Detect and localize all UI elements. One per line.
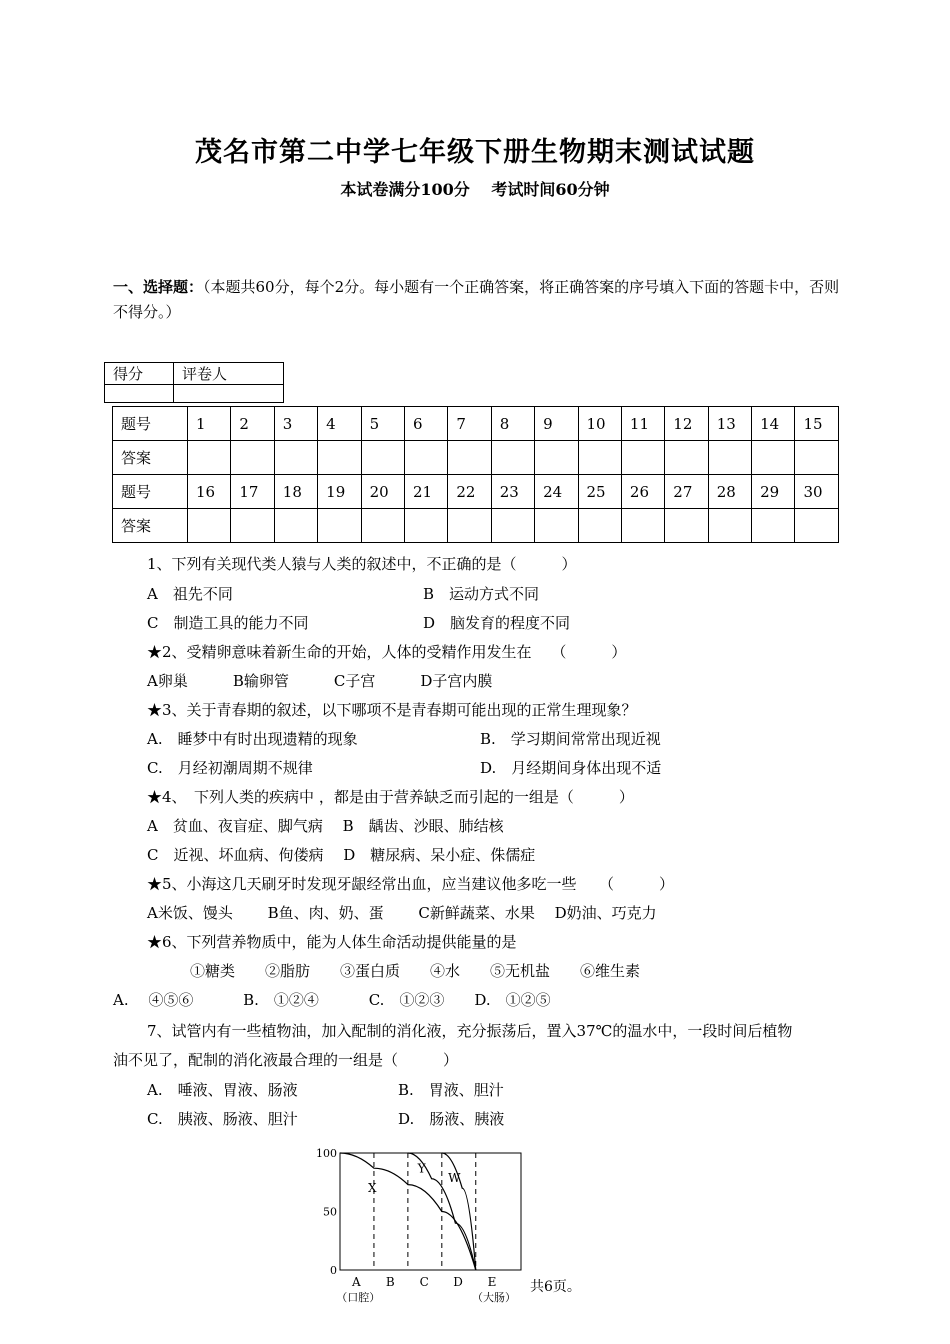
answer-label: 答案: [113, 509, 188, 543]
answer-cell[interactable]: [491, 441, 534, 475]
answer-row-2: [113, 509, 839, 543]
grader-cell[interactable]: [174, 385, 284, 403]
x-category-label: C: [419, 1275, 429, 1289]
score-box: [104, 362, 284, 403]
plot-frame: [340, 1153, 521, 1270]
q1-option-c: C 制造工具的能力不同: [147, 614, 309, 632]
answer-cell[interactable]: [621, 441, 664, 475]
qnum-cell: 30: [795, 475, 839, 509]
qnum-cell: 7: [448, 407, 491, 441]
answer-cell[interactable]: [231, 509, 274, 543]
qnum-cell: 20: [361, 475, 404, 509]
q5-options: A米饭、馒头 B鱼、肉、奶、蛋 C新鲜蔬菜、水果 D奶油、巧克力: [147, 904, 657, 922]
qnum-cell: 6: [404, 407, 447, 441]
q1-option-a: A 祖先不同: [147, 585, 233, 603]
answer-cell[interactable]: [361, 509, 404, 543]
answer-cell[interactable]: [318, 509, 361, 543]
qnum-cell: 24: [535, 475, 578, 509]
answer-cell[interactable]: [404, 441, 447, 475]
answer-cell[interactable]: [795, 509, 839, 543]
answer-cell[interactable]: [752, 509, 795, 543]
qnum-cell: 23: [491, 475, 534, 509]
y-tick-label: 100: [316, 1147, 337, 1160]
qnum-cell: 3: [274, 407, 317, 441]
x-category-label: A: [351, 1275, 361, 1289]
answer-cell[interactable]: [752, 441, 795, 475]
score-cell[interactable]: [105, 385, 174, 403]
answer-cell[interactable]: [491, 509, 534, 543]
answer-cell[interactable]: [665, 441, 708, 475]
answer-cell[interactable]: [448, 441, 491, 475]
qnum-cell: 5: [361, 407, 404, 441]
q3-option-c: C. 月经初潮周期不规律: [147, 759, 313, 777]
q3-stem: ★3、关于青春期的叙述，以下哪项不是青春期可能出现的正常生理现象？: [147, 701, 637, 719]
answer-cell[interactable]: [535, 441, 578, 475]
answer-cell[interactable]: [535, 509, 578, 543]
q6-options: A. ④⑤⑥ B. ①②④ C. ①②③ D. ①②⑤: [113, 991, 551, 1009]
q7-stem-line1: 7、试管内有一些植物油，加入配制的消化液，充分振荡后，置入37℃的温水中，一段时间后植物: [147, 1022, 793, 1040]
qnum-label: 题号: [113, 407, 188, 441]
answer-row-1: [113, 441, 839, 475]
section-label: 一、选择题：: [113, 278, 204, 296]
qnum-cell: 17: [231, 475, 274, 509]
digestion-chart: [310, 1140, 540, 1340]
answer-cell[interactable]: [578, 509, 621, 543]
y-tick-label: 50: [323, 1205, 337, 1219]
q1-option-d: D 脑发育的程度不同: [423, 614, 571, 632]
x-category-note: （口腔）: [336, 1291, 381, 1304]
x-category-label: B: [385, 1275, 395, 1289]
series-label-x: X: [367, 1181, 377, 1196]
qnum-cell: 22: [448, 475, 491, 509]
answer-cell[interactable]: [274, 441, 317, 475]
qnum-cell: 26: [621, 475, 664, 509]
q7-stem-line2: 油不见了，配制的消化液最合理的一组是（ ）: [113, 1051, 459, 1069]
answer-cell[interactable]: [448, 509, 491, 543]
answer-cell[interactable]: [318, 441, 361, 475]
qnum-cell: 25: [578, 475, 621, 509]
q2-options: A卵巢 B输卵管 C子宫 D子宫内膜: [147, 672, 493, 690]
section-instructions: [113, 275, 843, 325]
qnum-cell: 9: [535, 407, 578, 441]
qnum-label: 题号: [113, 475, 188, 509]
qnum-cell: 15: [795, 407, 839, 441]
section-text: （本题共60分，每个2分。每小题有一个正确答案，将正确答案的序号填入下面的答题卡中，否则不得分。）: [113, 278, 840, 321]
qnum-cell: 18: [274, 475, 317, 509]
qnum-row-1: [113, 407, 839, 441]
answer-cell[interactable]: [708, 441, 751, 475]
q1-stem: 1、下列有关现代类人猿与人类的叙述中，不正确的是（ ）: [147, 555, 577, 573]
answer-card: [112, 406, 839, 543]
qnum-cell: 29: [752, 475, 795, 509]
answer-cell[interactable]: [231, 441, 274, 475]
answer-cell[interactable]: [795, 441, 839, 475]
answer-cell[interactable]: [361, 441, 404, 475]
q4-options-line1: A 贫血、夜盲症、脚气病 B 龋齿、沙眼、肺结核: [147, 817, 504, 835]
q7-option-c: C. 胰液、肠液、胆汁: [147, 1110, 298, 1128]
q3-option-d: D. 月经期间身体出现不适: [480, 759, 662, 777]
grader-label: 评卷人: [174, 363, 284, 385]
qnum-cell: 10: [578, 407, 621, 441]
series-label-y: Y: [417, 1161, 426, 1176]
q6-items: ①糖类 ②脂肪 ③蛋白质 ④水 ⑤无机盐 ⑥维生素: [190, 962, 641, 980]
answer-label: 答案: [113, 441, 188, 475]
answer-cell[interactable]: [188, 441, 231, 475]
answer-cell[interactable]: [274, 509, 317, 543]
qnum-cell: 8: [491, 407, 534, 441]
qnum-cell: 14: [752, 407, 795, 441]
score-label: 得分: [105, 363, 174, 385]
qnum-cell: 4: [318, 407, 361, 441]
qnum-cell: 28: [708, 475, 751, 509]
q3-option-b: B. 学习期间常常出现近视: [480, 730, 661, 748]
qnum-cell: 13: [708, 407, 751, 441]
answer-cell[interactable]: [708, 509, 751, 543]
q5-stem: ★5、小海这几天刷牙时发现牙龈经常出血，应当建议他多吃一些 （ ）: [147, 875, 675, 893]
x-category-label: D: [453, 1275, 463, 1289]
page-subtitle: 本试卷满分100分 考试时间60分钟: [340, 180, 610, 199]
qnum-cell: 21: [404, 475, 447, 509]
x-category-label: E: [487, 1275, 497, 1289]
qnum-cell: 27: [665, 475, 708, 509]
q3-option-a: A. 睡梦中有时出现遗精的现象: [147, 730, 358, 748]
x-category-note: （大肠）: [472, 1291, 517, 1304]
q2-stem: ★2、受精卵意味着新生命的开始，人体的受精作用发生在 （ ）: [147, 643, 627, 661]
answer-cell[interactable]: [404, 509, 447, 543]
qnum-row-2: [113, 475, 839, 509]
y-tick-label: 0: [330, 1264, 337, 1277]
qnum-cell: 11: [621, 407, 664, 441]
q4-options-line2: C 近视、坏血病、佝偻病 D 糖尿病、呆小症、侏儒症: [147, 846, 536, 864]
answer-cell[interactable]: [665, 509, 708, 543]
page-footer: 共6页。: [530, 1279, 581, 1295]
qnum-cell: 19: [318, 475, 361, 509]
qnum-cell: 1: [188, 407, 231, 441]
answer-cell[interactable]: [188, 509, 231, 543]
q1-option-b: B 运动方式不同: [423, 585, 540, 603]
q7-option-b: B. 胃液、胆汁: [398, 1081, 504, 1099]
qnum-cell: 16: [188, 475, 231, 509]
answer-cell[interactable]: [621, 509, 664, 543]
qnum-cell: 12: [665, 407, 708, 441]
q7-option-a: A. 唾液、胃液、肠液: [147, 1081, 298, 1099]
page-title: 茂名市第二中学七年级下册生物期末测试试题: [195, 137, 755, 168]
q4-stem: ★4、 下列人类的疾病中 ，都是由于营养缺乏而引起的一组是（ ）: [147, 788, 634, 806]
answer-cell[interactable]: [578, 441, 621, 475]
q6-stem: ★6、下列营养物质中，能为人体生命活动提供能量的是: [147, 933, 517, 951]
qnum-cell: 2: [231, 407, 274, 441]
series-label-w: W: [448, 1171, 461, 1186]
q7-option-d: D. 肠液、胰液: [398, 1110, 505, 1128]
